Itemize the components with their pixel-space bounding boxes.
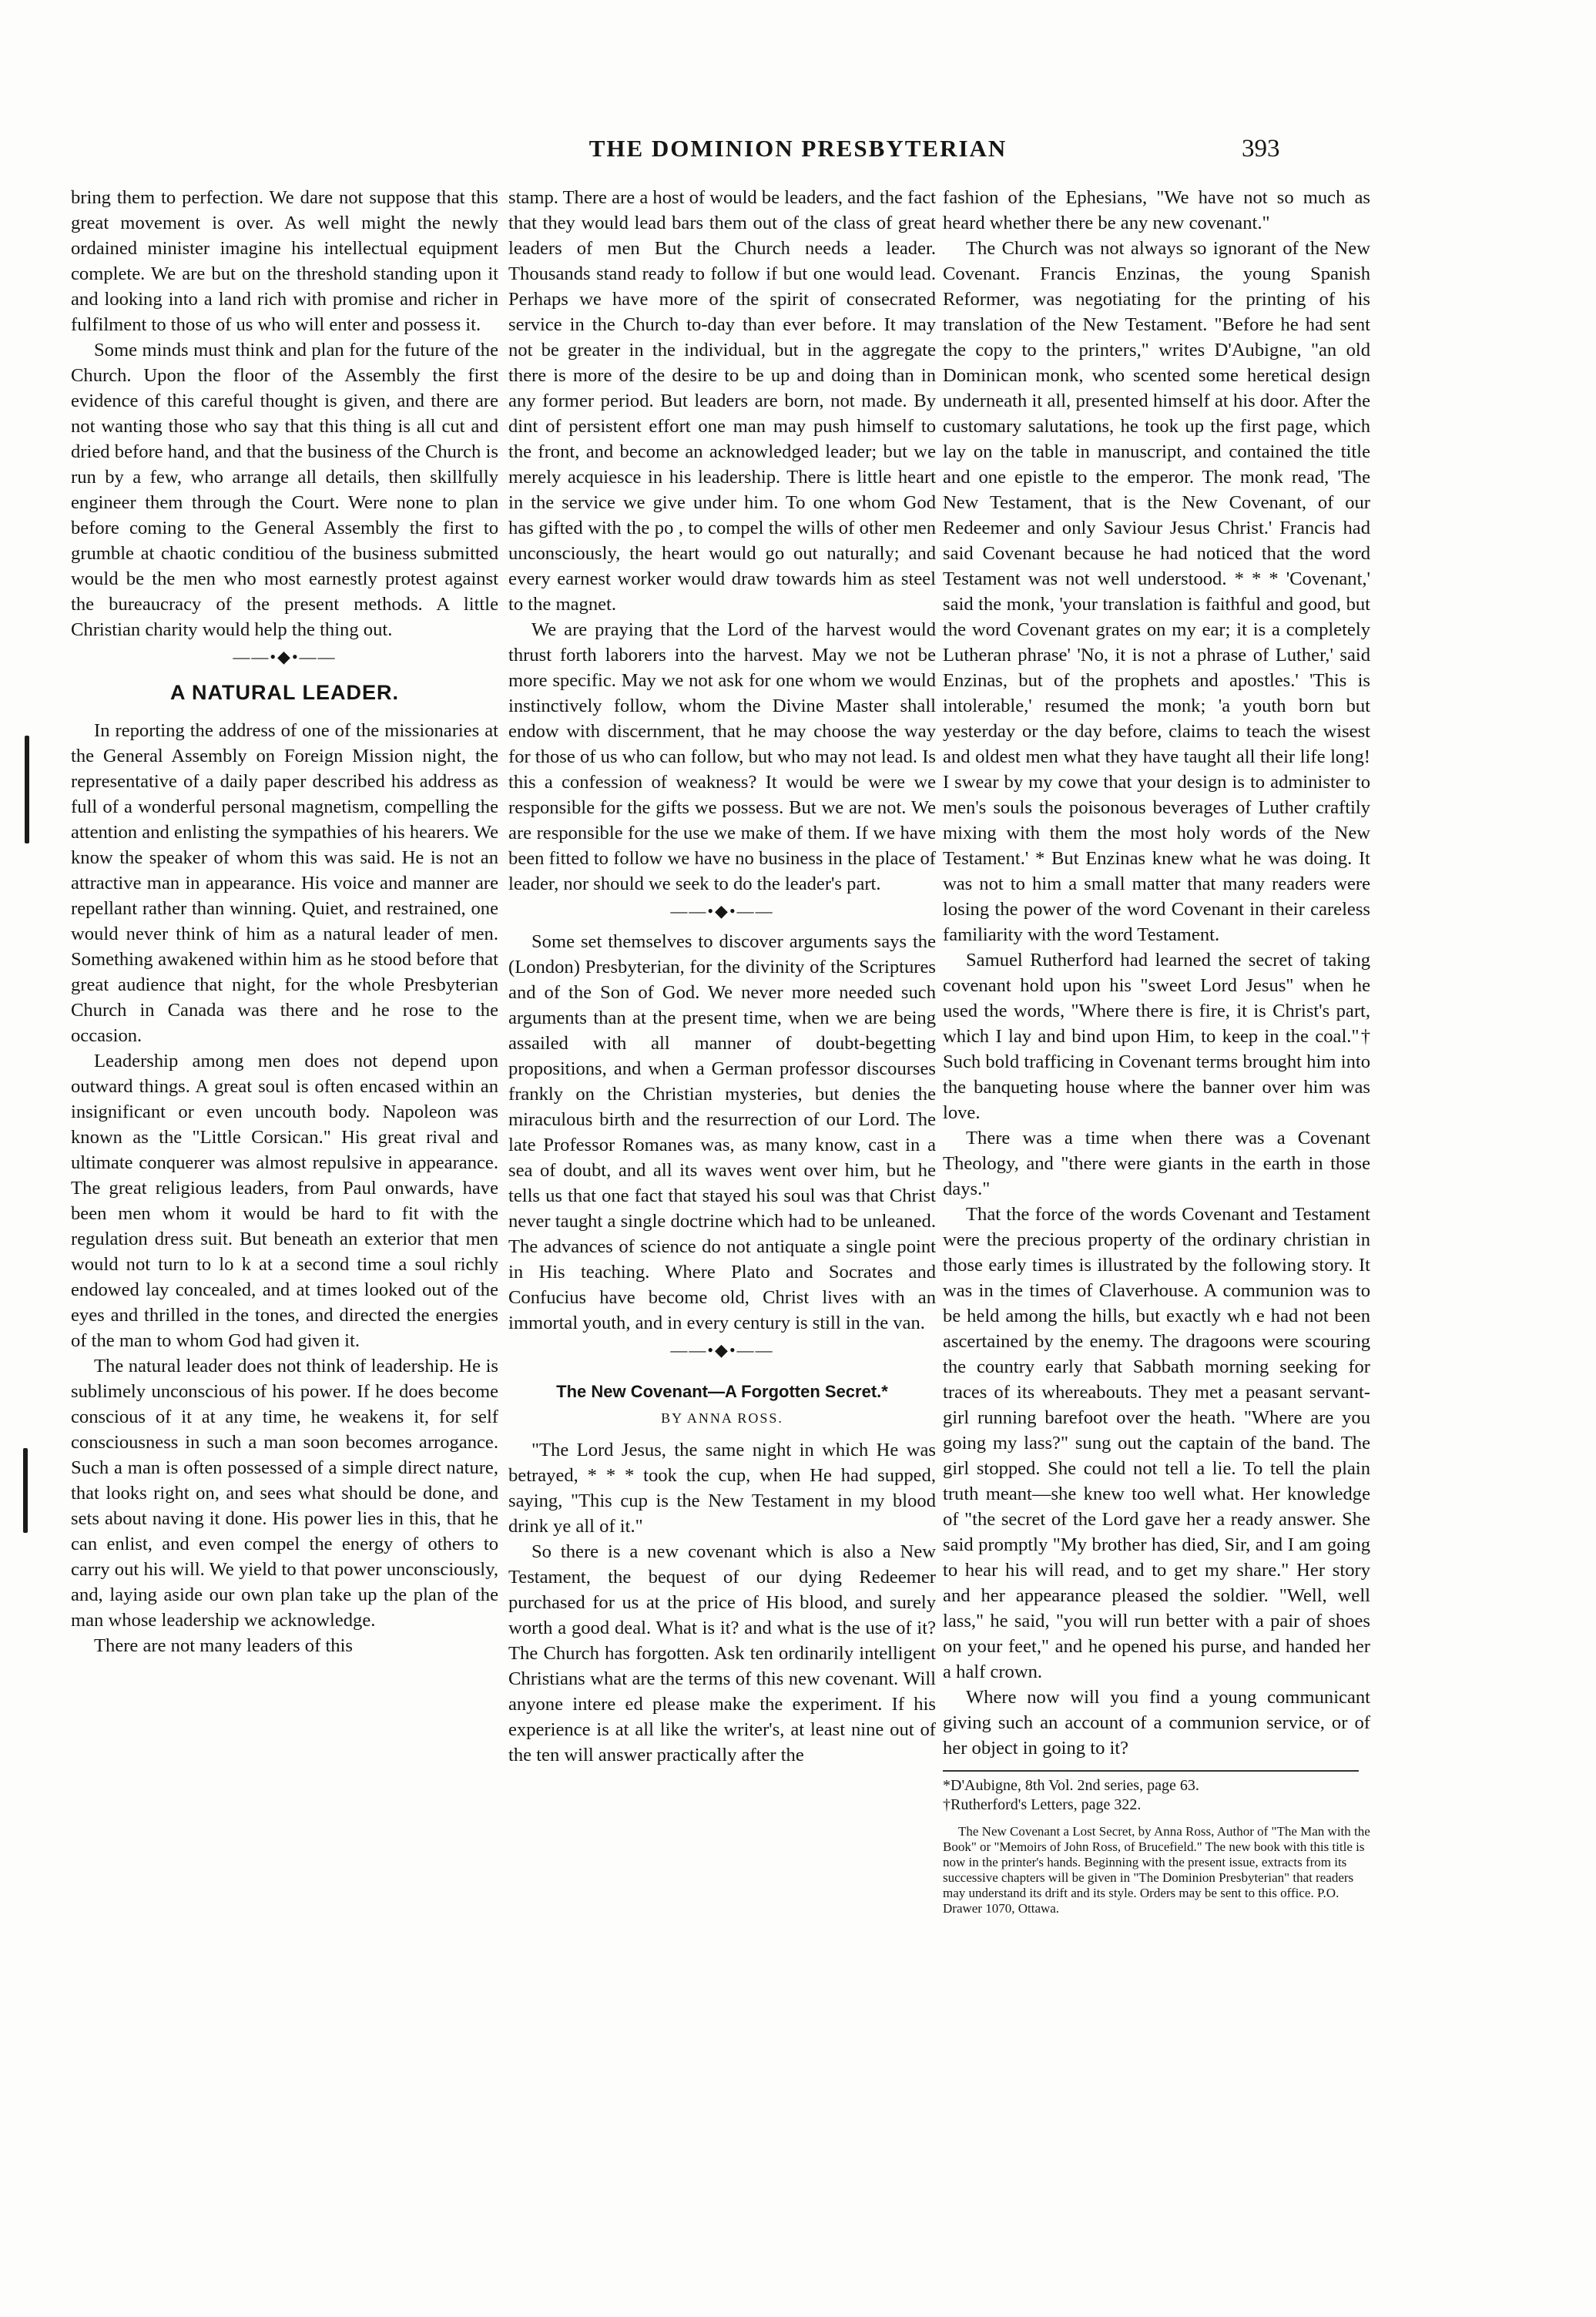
footnote: †Rutherford's Letters, page 322. — [943, 1796, 1142, 1813]
paragraph: The natural leader does not think of leadership. He is sublimely unconscious of his power. If he does become conscious of it at any time, he weakens it, for self consciousness in such a man soon becomes arrogance. Such a man is often possessed of a simple direct nature, that looks right on, and sees what should be done, and sets about naving it done. His power lies in this, that he can enlist, and even compel the energy of others to carry out his will. We yield to that power unconsciously, and, laying aside our own plan take up the plan of the man whose leadership we acknowledge. — [71, 1356, 498, 1631]
paragraph: "The Lord Jesus, the same night in which He was betrayed, * * * took the cup, when He had supped, saying, "This cup is the New Testament in my blood drink ye all of it." — [508, 1440, 936, 1537]
paragraph: bring them to perfection. We dare not suppose that this great movement is over. As well might the newly ordained minister imagine his intellectual equipment complete. We are but on the threshold standing upon it and looking into a land rich with promise and richer in fulfilment to those of us who will enter and possess it. — [71, 187, 498, 335]
column-2 — [508, 185, 936, 2257]
page-number: 393 — [1242, 135, 1280, 163]
paragraph: In reporting the address of one of the missionaries at the General Assembly on Foreign Mission night, the representative of a daily paper described his address as full of a wonderful personal magnetism, compelling the attention and enlisting the sympathies of his hearers. We know the speaker of whom this was said. He is not an attractive man in appearance. His voice and manner are repellant rather than winning. Quiet, and restrained, one would never think of him as a natural leader of men. Something awakened within him as he stood before that great audience that night, for the whole Presbyterian Church in Canada was there and he rose to the occasion. — [71, 720, 498, 1046]
publisher-note: The New Covenant a Lost Secret, by Anna Ross, Author of "The Man with the Book" or "Memoirs of John Ross, of Brucefield." The new book with this title is now in the printer's hands. Beginning with the present issue, extracts from its successive chapters will be given in "The Dominion Presbyterian" that readers may understand its drift and its style. Orders may be sent to this office. P.O. Drawer 1070, Ottawa. — [943, 1824, 1370, 1916]
byline: BY ANNA ROSS. — [661, 1410, 783, 1426]
paragraph: Samuel Rutherford had learned the secret of taking covenant hold upon his "sweet Lord Jesus" when he used the words, "Where there is fire, it is Christ's part, which I lay and bind upon Him, to keep in the coal."† Such bold trafficing in Covenant terms brought him into the banqueting house where the banner over him was love. — [943, 950, 1370, 1123]
section-divider: ——•◆•—— — [233, 647, 337, 666]
article-title: The New Covenant—A Forgotten Secret.* — [556, 1382, 888, 1401]
paragraph: There are not many leaders of this — [94, 1635, 353, 1656]
page-header — [0, 135, 1596, 173]
paragraph: Where now will you find a young communicant giving such an account of a communion service, or of her object in going to it? — [943, 1687, 1370, 1759]
paragraph: stamp. There are a host of would be leaders, and the fact that they would lead bars them out of the class of great leaders of men But the Church needs a leader. Thousands stand ready to follow if but one would lead. Perhaps we have more of the spirit of consecrated service in the Church to-day than ever before. It may not be greater in the individual, but in the aggregate there is more of the desire to be up and doing than in any former period. But leaders are born, not made. By dint of persistent effort one man may push himself to the front, and become an acknowledged leader; but we merely acquiesce in his leadership. There is little heart in the service we give under him. To one whom God has gifted with the po , to compel the wills of other men unconsciously, the heart would go out naturally; and every earnest worker would draw towards him as steel to the magnet. — [508, 187, 936, 615]
running-head: THE DOMINION PRESBYTERIAN — [588, 135, 1008, 162]
paragraph: Some minds must think and plan for the future of the Church. Upon the floor of the Assembly the first evidence of this careful thought is given, and there are not wanting those who say that this thing is all cut and dried before hand, and that the business of the Church is run by a few, who arrange all details, then skillfully engineer them through the Court. Were none to plan before coming to the General Assembly the first to grumble at chaotic conditiou of the business submitted would be the men who most earnestly protest against the bureaucracy of the present methods. A little Christian charity would help the thing out. — [71, 340, 498, 640]
paragraph: fashion of the Ephesians, "We have not so much as heard whether there be any new covenant." — [943, 187, 1370, 233]
paragraph: There was a time when there was a Covenant Theology, and "there were giants in the earth in those days." — [943, 1128, 1370, 1199]
paragraph: That the force of the words Covenant and Testament were the precious property of the ordinary christian in those early times is illustrated by the following story. It was in the times of Claverhouse. A communion was to be held among the hills, but exactly wh e had not been ascertained by the enemy. The dragoons were scouring the country early that Sabbath morning seeking for traces of its whereabouts. They met a peasant servant-girl running barefoot over the heath. "Where are you going my lass?" sung out the captain of the band. The girl stopped. She could not tell a lie. To tell the plain truth meant—she knew too well what. Her knowledge of "the secret of the Lord gave her a ready answer. She said promptly "My brother has died, Sir, and I am going to hear his will read, and to get my share." Her story and her appearance pleased the soldier. "Well, well lass," he said, "you will run better with a pair of shoes on your feet," and he opened his purse, and handed her a half crown. — [943, 1204, 1370, 1682]
section-divider: ——•◆•—— — [670, 1340, 774, 1360]
paragraph: The Church was not always so ignorant of the New Covenant. Francis Enzinas, the young Spanish Reformer, was negotiating for the printing of his translation of the New Testament. "Before he had sent the copy to the printers," writes D'Aubigne, "an old Dominican monk, who scented some heretical design underneath it all, presented himself at his door. After the customary salutations, he took up the first page, which lay on the table in manuscript, and contained the title and one epistle to the emperor. The monk read, 'The New Testament, that is the New Covenant, of our Redeemer and only Saviour Jesus Christ.' Francis had said Covenant because he had noticed that the word Testament was not well understood. * * * 'Covenant,' said the monk, 'your translation is faithful and good, but the word Covenant grates on my ear; it is a completely Lutheran phrase' 'No, it is not a phrase of Luther,' said Enzinas, but of the prophets and apostles.' 'This is intolerable,' resumed the monk; 'a youth born but yesterday or the day before, claims to teach the wisest and oldest men what they have taught all their life long! I swear by my cowe that your design is to administer to men's souls the poisonous beverages of Luther craftily mixing with them the most holy words of the New Testament.' * But Enzinas knew what he was doing. It was not to him a small matter that many readers were losing the power of the word Covenant in their careless familiarity with the word Testament. — [943, 238, 1370, 945]
section-title: A NATURAL LEADER. — [170, 681, 399, 704]
paragraph: We are praying that the Lord of the harvest would thrust forth laborers into the harvest. May we not be more specific. May we not ask for one whom we would instinctively follow, whom the Divine Master shall endow with discernment, that he may choose the way for those of us who can follow, but who may not lead. Is this a confession of weakness? It would be were we responsible for the gifts we possess. But we are not. We are responsible for the use we make of them. If we have been fitted to follow we have no business in the place of leader, nor should we seek to do the leader's part. — [508, 619, 936, 894]
paragraph: So there is a new covenant which is also a New Testament, the bequest of our dying Redeemer purchased for us at the price of His blood, and surely worth a good deal. What is it? and what is the use of it? The Church has forgotten. Ask ten ordinarily intelligent Christians what are the terms of this new covenant. Will anyone intere ed please make the experiment. If his experience is at all like the writer's, at least nine out of the ten will answer practically after the — [508, 1541, 936, 1765]
column-3 — [943, 185, 1370, 2257]
footnote: *D'Aubigne, 8th Vol. 2nd series, page 63. — [943, 1777, 1199, 1794]
paragraph: Some set themselves to discover arguments says the (London) Presbyterian, for the divinity of the Scriptures and of the Son of God. We never more needed such arguments than at the present time, when we are being assailed with all manner of doubt-begetting propositions, and when a German professor discourses frankly on the Christian mysteries, but denies the miraculous birth and the resurrection of our Lord. The late Professor Romanes was, as many know, cast in a sea of doubt, and all its waves went over him, but he tells us that one fact that stayed his soul was that Christ never taught a single doctrine which had to be unleaned. The advances of science do not antiquate a single point in His teaching. Where Plato and Socrates and Confucius have become old, Christ lives with an immortal youth, and in every century is still in the van. — [508, 931, 936, 1333]
margin-mark — [23, 1448, 28, 1533]
section-divider: ——•◆•—— — [670, 901, 774, 920]
column-1 — [71, 185, 498, 2257]
footnote-rule — [943, 1770, 1359, 1772]
margin-mark — [25, 736, 29, 843]
paragraph: Leadership among men does not depend upon outward things. A great soul is often encased within an insignificant or even uncouth body. Napoleon was known as the "Little Corsican." His great rival and ultimate conquerer was almost repulsive in appearance. The great religious leaders, from Paul onwards, have been men whom it would be hard to fit with the regulation dress suit. But beneath an exterior that men would not turn to lo k at a second time a soul richly endowed lay concealed, and at times looked out of the eyes and thrilled in the tones, and directed the energies of the man to whom God had given it. — [71, 1051, 498, 1351]
